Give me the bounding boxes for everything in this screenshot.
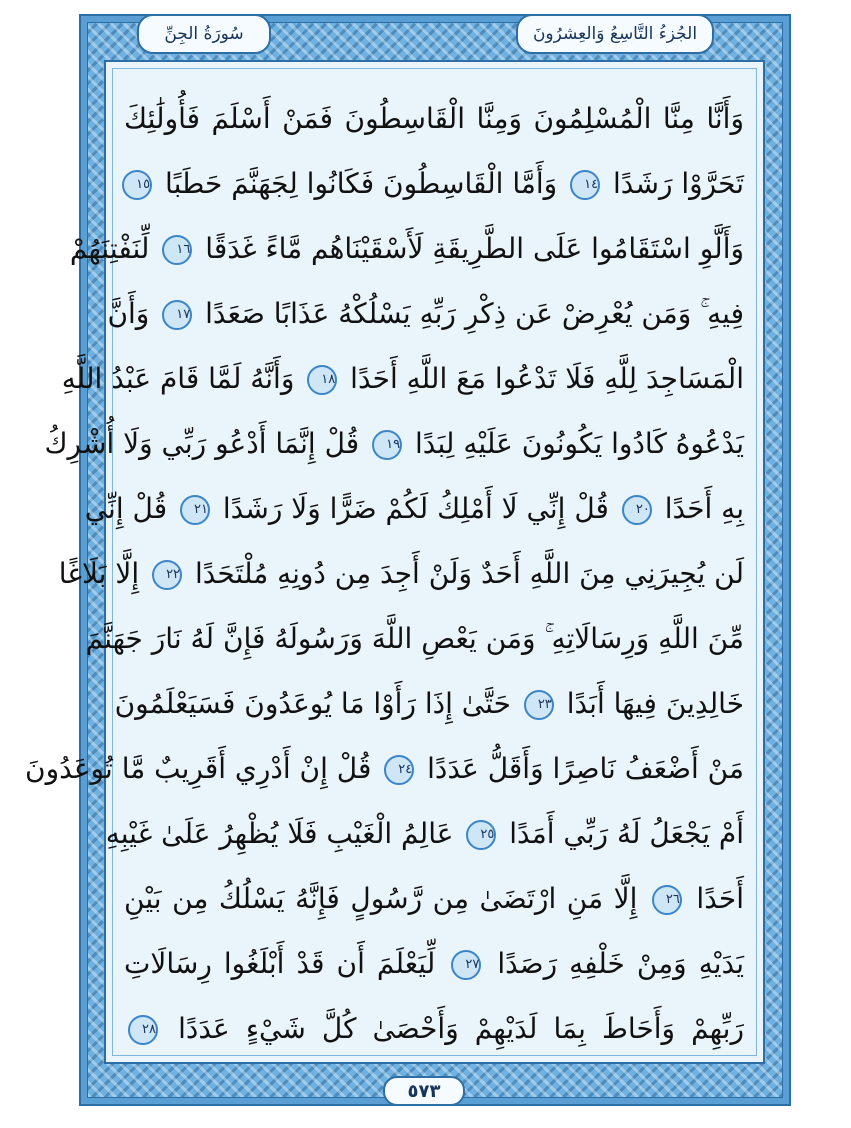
verse-text: الْمَسَاجِدَ لِلَّهِ فَلَا تَدْعُوا مَعَ اللَّهِ أَحَدًا: [350, 362, 744, 395]
verse-text: وَأَلَّوِ اسْتَقَامُوا عَلَى الطَّرِيقَةِ لَأَسْقَيْنَاهُم مَّاءً غَدَقًا: [205, 232, 744, 265]
verse-text: يَدَيْهِ وَمِنْ خَلْفِهِ رَصَدًا: [497, 947, 745, 980]
verse-text: وَأَنَّهُ لَمَّا قَامَ عَبْدُ اللَّهِ: [61, 362, 295, 395]
ayah-number-marker: ١٦: [162, 235, 192, 265]
verse-text: وَأَنَّا مِنَّا الْمُسْلِمُونَ وَمِنَّا الْقَاسِطُونَ فَمَنْ أَسْلَمَ فَأُولَٰئِكَ: [124, 102, 744, 135]
ayah-number-marker: ٢٠: [622, 495, 652, 525]
verse-text: مَنْ أَضْعَفُ نَاصِرًا وَأَقَلُّ عَدَدًا: [427, 752, 744, 785]
verse-text: قُلْ إِنِّي لَا أَمْلِكُ لَكُمْ ضَرًّا وَلَا رَشَدًا: [222, 492, 609, 525]
verse-text: مِّنَ اللَّهِ وَرِسَالَاتِهِ ۚ وَمَن يَعْصِ اللَّهَ وَرَسُولَهُ فَإِنَّ لَهُ نَارَ جَهَنَّمَ: [85, 622, 744, 655]
verse-text: إِلَّا مَنِ ارْتَضَىٰ مِن رَّسُولٍ فَإِنَّهُ يَسْلُكُ مِن بَيْنِ: [124, 882, 638, 915]
ayah-number-marker: ٢٥: [466, 820, 496, 850]
ayah-number-marker: ١٥: [122, 170, 152, 200]
page-number-badge: [383, 1076, 465, 1106]
text-line: [124, 931, 744, 996]
text-line: [124, 866, 744, 931]
ayah-number-marker: ٢٣: [524, 690, 554, 720]
verse-text: لِّنَفْتِنَهُمْ: [69, 232, 150, 265]
text-line: [114, 671, 744, 736]
verse-text: يَدْعُوهُ كَادُوا يَكُونُونَ عَلَيْهِ لِبَدًا: [415, 427, 744, 460]
verse-text: أَمْ يَجْعَلُ لَهُ رَبِّي أَمَدًا: [509, 817, 744, 850]
ayah-number-marker: ١٩: [372, 430, 402, 460]
verse-text: وَأَمَّا الْقَاسِطُونَ فَكَانُوا لِجَهَنَّمَ حَطَبًا: [165, 167, 558, 200]
verse-text: إِلَّا بَلَاغًا: [58, 557, 140, 590]
verse-text: لَن يُجِيرَنِي مِنَ اللَّهِ أَحَدٌ وَلَنْ أَجِدَ مِن دُونِهِ مُلْتَحَدًا: [194, 557, 744, 590]
ayah-number-marker: ٢٧: [451, 950, 481, 980]
text-line: [105, 801, 744, 866]
text-line: [124, 86, 744, 151]
text-line: [124, 151, 744, 216]
verse-text: أَحَدًا: [696, 882, 744, 915]
ayah-number-marker: ١٨: [307, 365, 337, 395]
verse-text: قُلْ إِنِّي: [84, 492, 168, 525]
ayah-number-marker: ٢٦: [652, 885, 682, 915]
text-line: [44, 411, 744, 476]
juz-title: الجُزءُ التَّاسِعُ وَالعِشرُونَ: [532, 24, 698, 44]
verse-text: حَتَّىٰ إِذَا رَأَوْا مَا يُوعَدُونَ فَسَيَعْلَمُونَ: [114, 687, 511, 720]
verse-text: فِيهِ ۚ وَمَن يُعْرِضْ عَن ذِكْرِ رَبِّهِ يَسْلُكْهُ عَذَابًا صَعَدًا: [205, 297, 744, 330]
ayah-number-marker: ١٤: [570, 170, 600, 200]
verse-text: تَحَرَّوْا رَشَدًا: [613, 167, 744, 200]
ayah-number-marker: ٢١: [180, 495, 210, 525]
verse-text: رَبِّهِمْ وَأَحَاطَ بِمَا لَدَيْهِمْ وَأَحْصَىٰ كُلَّ شَيْءٍ عَدَدًا: [178, 1012, 744, 1045]
ayah-number-marker: ٢٨: [128, 1015, 158, 1045]
verse-text: قُلْ إِنْ أَدْرِي أَقَرِيبٌ مَّا تُوعَدُونَ: [25, 752, 372, 785]
text-line: [124, 996, 744, 1061]
text-line: [69, 216, 744, 281]
ayah-number-marker: ١٧: [162, 300, 192, 330]
surah-header: [137, 14, 271, 54]
ayah-number-marker: ٢٤: [384, 755, 414, 785]
surah-title: سُورَةُ الجِنِّ: [164, 24, 244, 44]
text-line: [107, 281, 744, 346]
verse-text: بِهِ أَحَدًا: [664, 492, 744, 525]
text-line: [61, 346, 744, 411]
verse-text: قُلْ إِنَّمَا أَدْعُو رَبِّي وَلَا أُشْرِكُ: [44, 427, 360, 460]
verse-text: خَالِدِينَ فِيهَا أَبَدًا: [566, 687, 744, 720]
juz-header: [516, 14, 714, 54]
text-line: [58, 541, 744, 606]
quran-text-block: [25, 86, 745, 1062]
verse-text: لِّيَعْلَمَ أَن قَدْ أَبْلَغُوا رِسَالَاتِ: [124, 947, 436, 980]
ayah-number-marker: ٢٢: [152, 560, 182, 590]
text-line: [85, 606, 744, 671]
text-line: [25, 736, 744, 801]
verse-text: وَأَنَّ: [107, 297, 150, 330]
text-line: [84, 476, 744, 541]
page-number: ٥٧٣: [407, 1080, 441, 1102]
verse-text: عَالِمُ الْغَيْبِ فَلَا يُظْهِرُ عَلَىٰ غَيْبِهِ: [105, 817, 454, 850]
